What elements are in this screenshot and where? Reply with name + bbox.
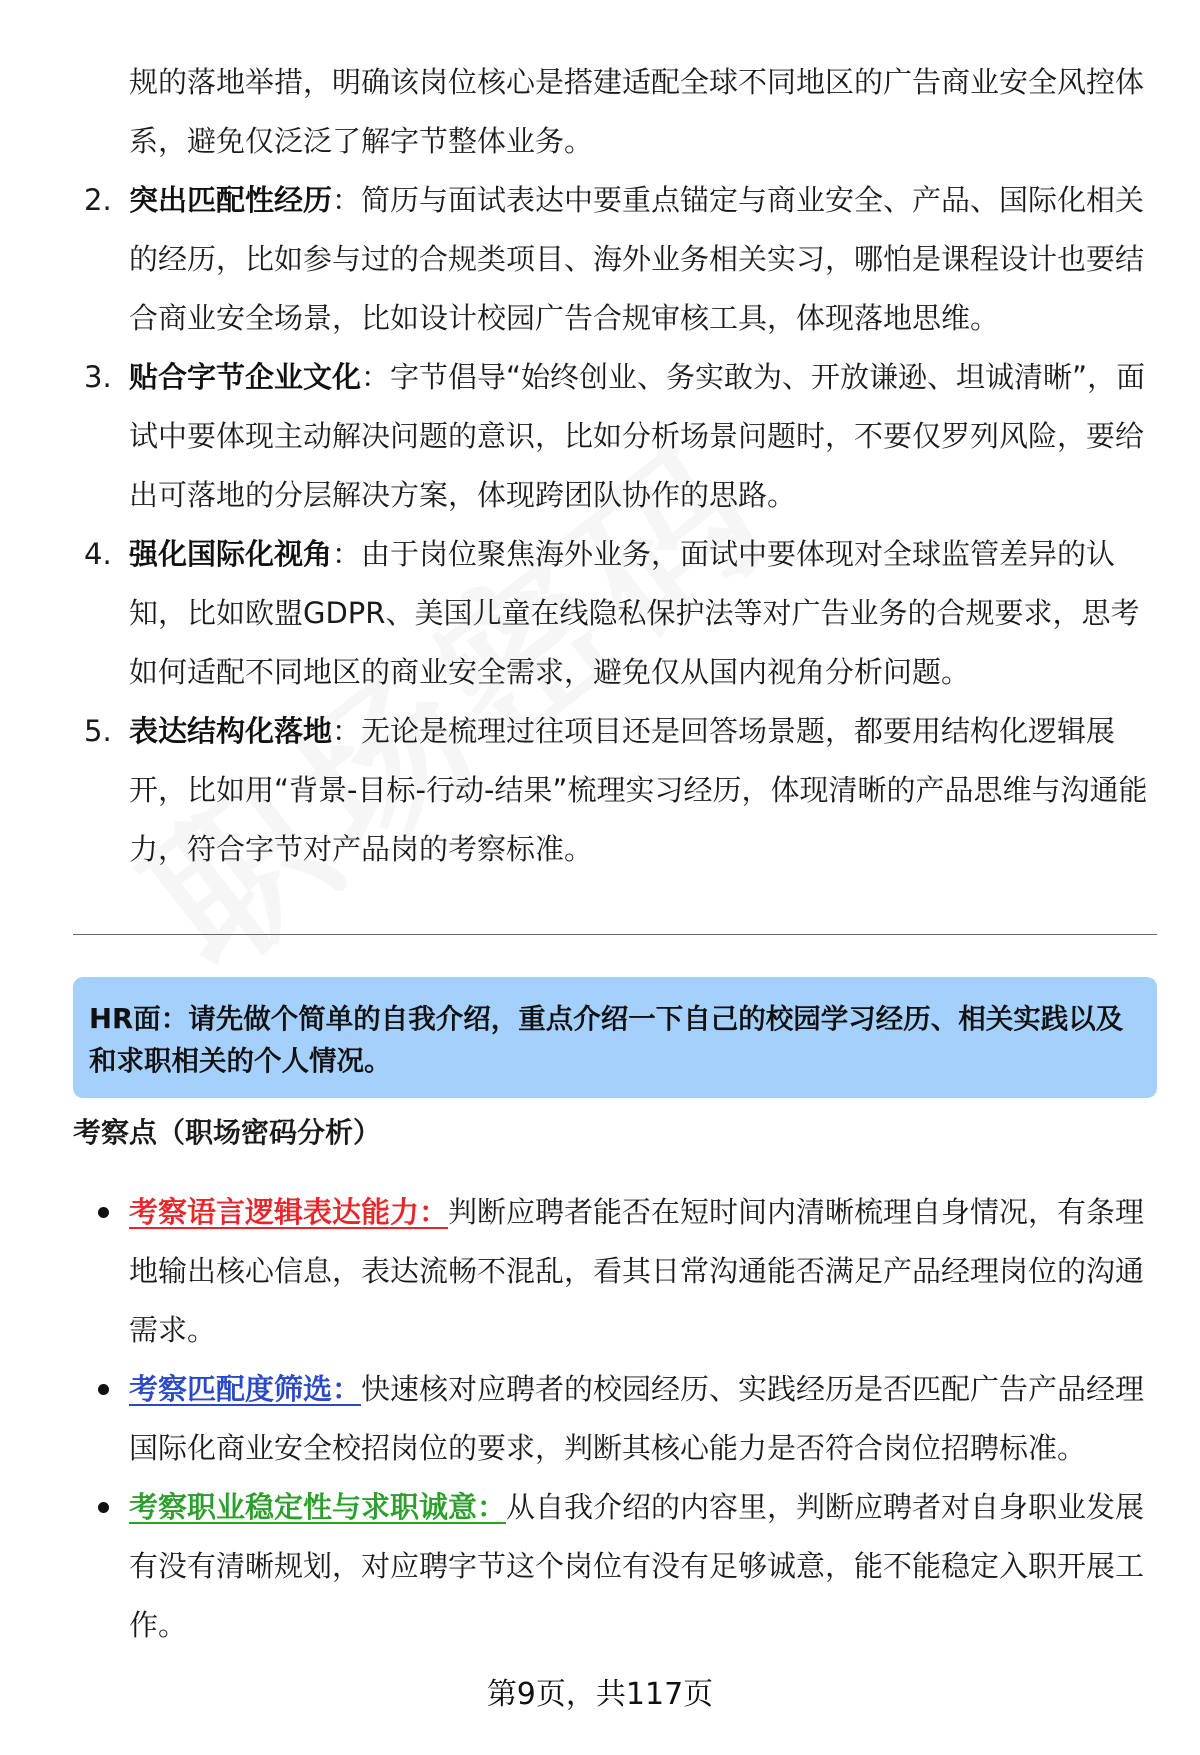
list-item bbox=[0, 348, 1149, 525]
item-number: 5. bbox=[84, 714, 112, 748]
bullet-text: 从自我介绍的内容里，判断应聘者对自身职业发展有没有清晰规划，对应聘字节这个岗位有没有足够诚意，能不能稳定入职开展工作。 bbox=[129, 1490, 1145, 1642]
list-item bbox=[0, 1478, 1149, 1655]
bullet-text: 判断应聘者能否在短时间内清晰梳理自身情况，有条理地输出核心信息，表达流畅不混乱，看其日常沟通能否满足产品经理岗位的沟通需求。 bbox=[129, 1195, 1145, 1347]
item-term: 表达结构化落地 bbox=[129, 714, 333, 748]
bullet-label: 考察匹配度筛选： bbox=[129, 1372, 362, 1406]
list-item bbox=[0, 702, 1149, 879]
item-number: 3. bbox=[84, 360, 112, 394]
page-number: 第9页，共117页 bbox=[486, 1677, 714, 1712]
tips-list bbox=[0, 171, 1200, 879]
item-number: 4. bbox=[84, 537, 112, 571]
item-text: ：由于岗位聚焦海外业务，面试中要体现对全球监管差异的认知，比如欧盟GDPR、美国儿童在线隐私保护法等对广告业务的合规要求，思考如何适配不同地区的商业安全需求，避免仅从国内视角分析问题。 bbox=[129, 537, 1140, 689]
list-item bbox=[0, 1360, 1149, 1478]
list-item bbox=[0, 1183, 1149, 1360]
hr-question-box: HR面：请先做个简单的自我介绍，重点介绍一下自己的校园学习经历、相关实践以及和求职相关的个人情况。 bbox=[73, 977, 1157, 1098]
item-term: 突出匹配性经历 bbox=[129, 183, 333, 217]
item-term: 强化国际化视角 bbox=[129, 537, 333, 571]
list-item bbox=[0, 525, 1149, 702]
list-item bbox=[0, 171, 1149, 348]
item-text: ：字节倡导“始终创业、务实敢为、开放谦逊、坦诚清晰”，面试中要体现主动解决问题的意识，比如分析场景问题时，不要仅罗列风险，要给出可落地的分层解决方案，体现跨团队协作的思路。 bbox=[129, 360, 1146, 512]
item-text: ：无论是梳理过往项目还是回答场景题，都要用结构化逻辑展开，比如用“背景-目标-行动-结果”梳理实习经历，体现清晰的产品思维与沟通能力，符合字节对产品岗的考察标准。 bbox=[129, 714, 1148, 866]
bullet-dot-icon bbox=[98, 1502, 109, 1513]
assessment-points-list bbox=[0, 1183, 1200, 1655]
bullet-text: 快速核对应聘者的校园经历、实践经历是否匹配广告产品经理国际化商业安全校招岗位的要求，判断其核心能力是否符合岗位招聘标准。 bbox=[129, 1372, 1145, 1465]
item-term: 贴合字节企业文化 bbox=[129, 360, 362, 394]
bullet-dot-icon bbox=[98, 1384, 109, 1395]
bullet-label: 考察语言逻辑表达能力： bbox=[129, 1195, 449, 1229]
bullet-dot-icon bbox=[98, 1207, 109, 1218]
intro-continuation: 规的落地举措，明确该岗位核心是搭建适配全球不同地区的广告商业安全风控体系，避免仅泛泛了解字节整体业务。 bbox=[129, 65, 1145, 158]
item-number: 2. bbox=[84, 183, 112, 217]
section-title: 考察点（职场密码分析） bbox=[73, 1116, 382, 1149]
item-text: ：简历与面试表达中要重点锚定与商业安全、产品、国际化相关的经历，比如参与过的合规类项目、海外业务相关实习，哪怕是课程设计也要结合商业安全场景，比如设计校园广告合规审核工具，体现落地思维。 bbox=[129, 183, 1145, 335]
section-divider bbox=[73, 934, 1157, 935]
bullet-label: 考察职业稳定性与求职诚意： bbox=[129, 1490, 507, 1524]
